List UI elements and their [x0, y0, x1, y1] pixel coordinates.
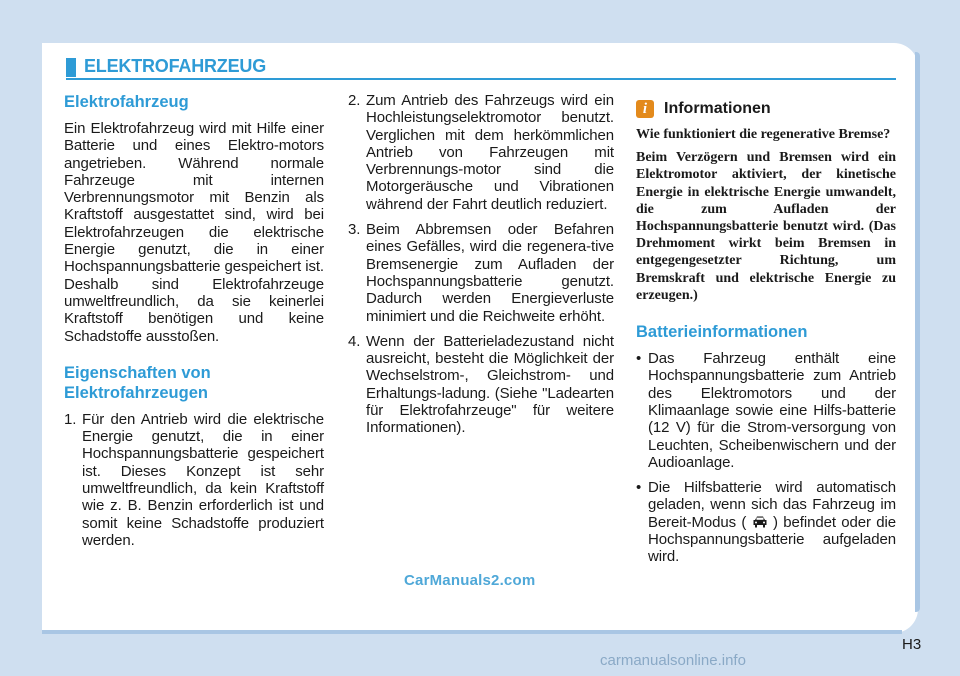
page-number: H3	[902, 636, 922, 653]
feature-list-start	[64, 411, 324, 549]
list-item	[64, 411, 324, 549]
feature-list-continued	[348, 92, 614, 437]
info-title: Informationen	[664, 100, 771, 117]
list-text-after-icon: ) befindet oder die Hochspannungsbatterie aufgeladen wird.	[648, 513, 896, 566]
list-item	[636, 350, 896, 471]
watermark-link[interactable]: CarManuals2.com	[404, 572, 536, 589]
header-rule	[66, 78, 896, 80]
list-item	[348, 221, 614, 325]
footer-watermark: carmanualsonline.info	[600, 652, 746, 669]
list-text: Beim Abbremsen oder Befahren eines Gefälles, wird die regenera-tive Bremsenergie zum Aufladen der Hochspannungsbatterie genutzt. Dadurch werden Energieverluste minimiert und die Reichweite erhöht.	[366, 221, 614, 325]
page-edge-right	[915, 52, 920, 612]
intro-paragraph: Ein Elektrofahrzeug wird mit Hilfe einer Batterie und eines Elektro-motors angetrieben. Während normale Fahrzeuge mit internen Verbrennungsmotor mit Benzin als Kraftstoff ausgestattet sind, wird bei Elektrofahrzeugen die elektrische Energie genutzt, die in einer Hochspannungsbatterie gespeichert ist. Deshalb sind Elektrofahrzeuge umweltfreundlich, da sie keinerlei Kraftstoff benötigen und keine Schadstoffe ausstoßen.	[64, 120, 324, 345]
header-marker	[66, 58, 76, 77]
list-text: Das Fahrzeug enthält eine Hochspannungsbatterie zum Antrieb des Elektromotors und der Klimaanlage sowie eine Hilfs-batterie (12 V) für die Strom-versorgung von Leuchten, Scheibenwischern und der Audioanlage.	[648, 350, 896, 471]
heading-eigenschaften: Eigenschaften von Elektrofahrzeugen	[64, 363, 211, 402]
list-text-before-icon: Die Hilfsbatterie wird automatisch geladen, wenn sich das Fahrzeug im Bereit-Modus (	[648, 479, 896, 531]
list-text: Zum Antrieb des Fahrzeugs wird ein Hochleistungselektromotor benutzt. Verglichen mit dem herkömmlichen Antrieb von Fahrzeugen mit Verbrennungs-motor sind die Motorgeräusche und Vibrationen während der Fahrt deutlich reduziert.	[366, 92, 614, 213]
heading-batterieinformationen: Batterieinformationen	[636, 323, 808, 342]
list-number: 1.	[64, 410, 77, 428]
info-icon: i	[636, 100, 654, 118]
list-item	[348, 333, 614, 437]
list-number: 2.	[348, 92, 361, 109]
list-text: Für den Antrieb wird die elektrische Energie genutzt, die in einer Hochspannungsbatterie gespeichert ist. Dieses Konzept ist sehr umweltfreundlich, da kein Kraftstoff wie z. B. Benzin erforderlich ist und somit keine Schadstoffe produziert werden.	[82, 410, 324, 549]
column-middle	[348, 92, 614, 445]
bullet: •	[636, 479, 642, 497]
heading-elektrofahrzeug: Elektrofahrzeug	[64, 93, 189, 111]
info-answer: Beim Verzögern und Bremsen wird ein Elektromotor aktiviert, der kinetische Energie in elektrische Energie umwandelt, die zum Aufladen der Hochspannungsbatterie benutzt wird. (Das Drehmoment wirkt beim Bremsen in entgegengesetzter Richtung, um Bremskraft und elektrische Energie zu erzeugen.)	[636, 150, 896, 303]
bullet: •	[636, 350, 642, 368]
section-title: ELEKTROFAHRZEUG	[84, 56, 267, 76]
column-right	[636, 92, 896, 574]
list-number: 3.	[348, 221, 361, 239]
list-number: 4.	[348, 332, 361, 350]
car-ready-icon	[752, 515, 768, 529]
page-edge-bottom	[42, 630, 902, 634]
column-left	[64, 92, 324, 557]
battery-list	[636, 350, 896, 566]
list-item	[636, 479, 896, 565]
info-question: Wie funktioniert die regenerative Bremse?	[636, 127, 891, 142]
list-text: Wenn der Batterieladezustand nicht ausreicht, besteht die Möglichkeit der Wechselstrom-, Gleichstrom- und Erhaltungs-ladung. (Siehe "Ladearten für Elektrofahrzeuge" für weitere Informationen).	[366, 332, 614, 437]
info-header	[636, 100, 896, 118]
list-item	[348, 92, 614, 213]
